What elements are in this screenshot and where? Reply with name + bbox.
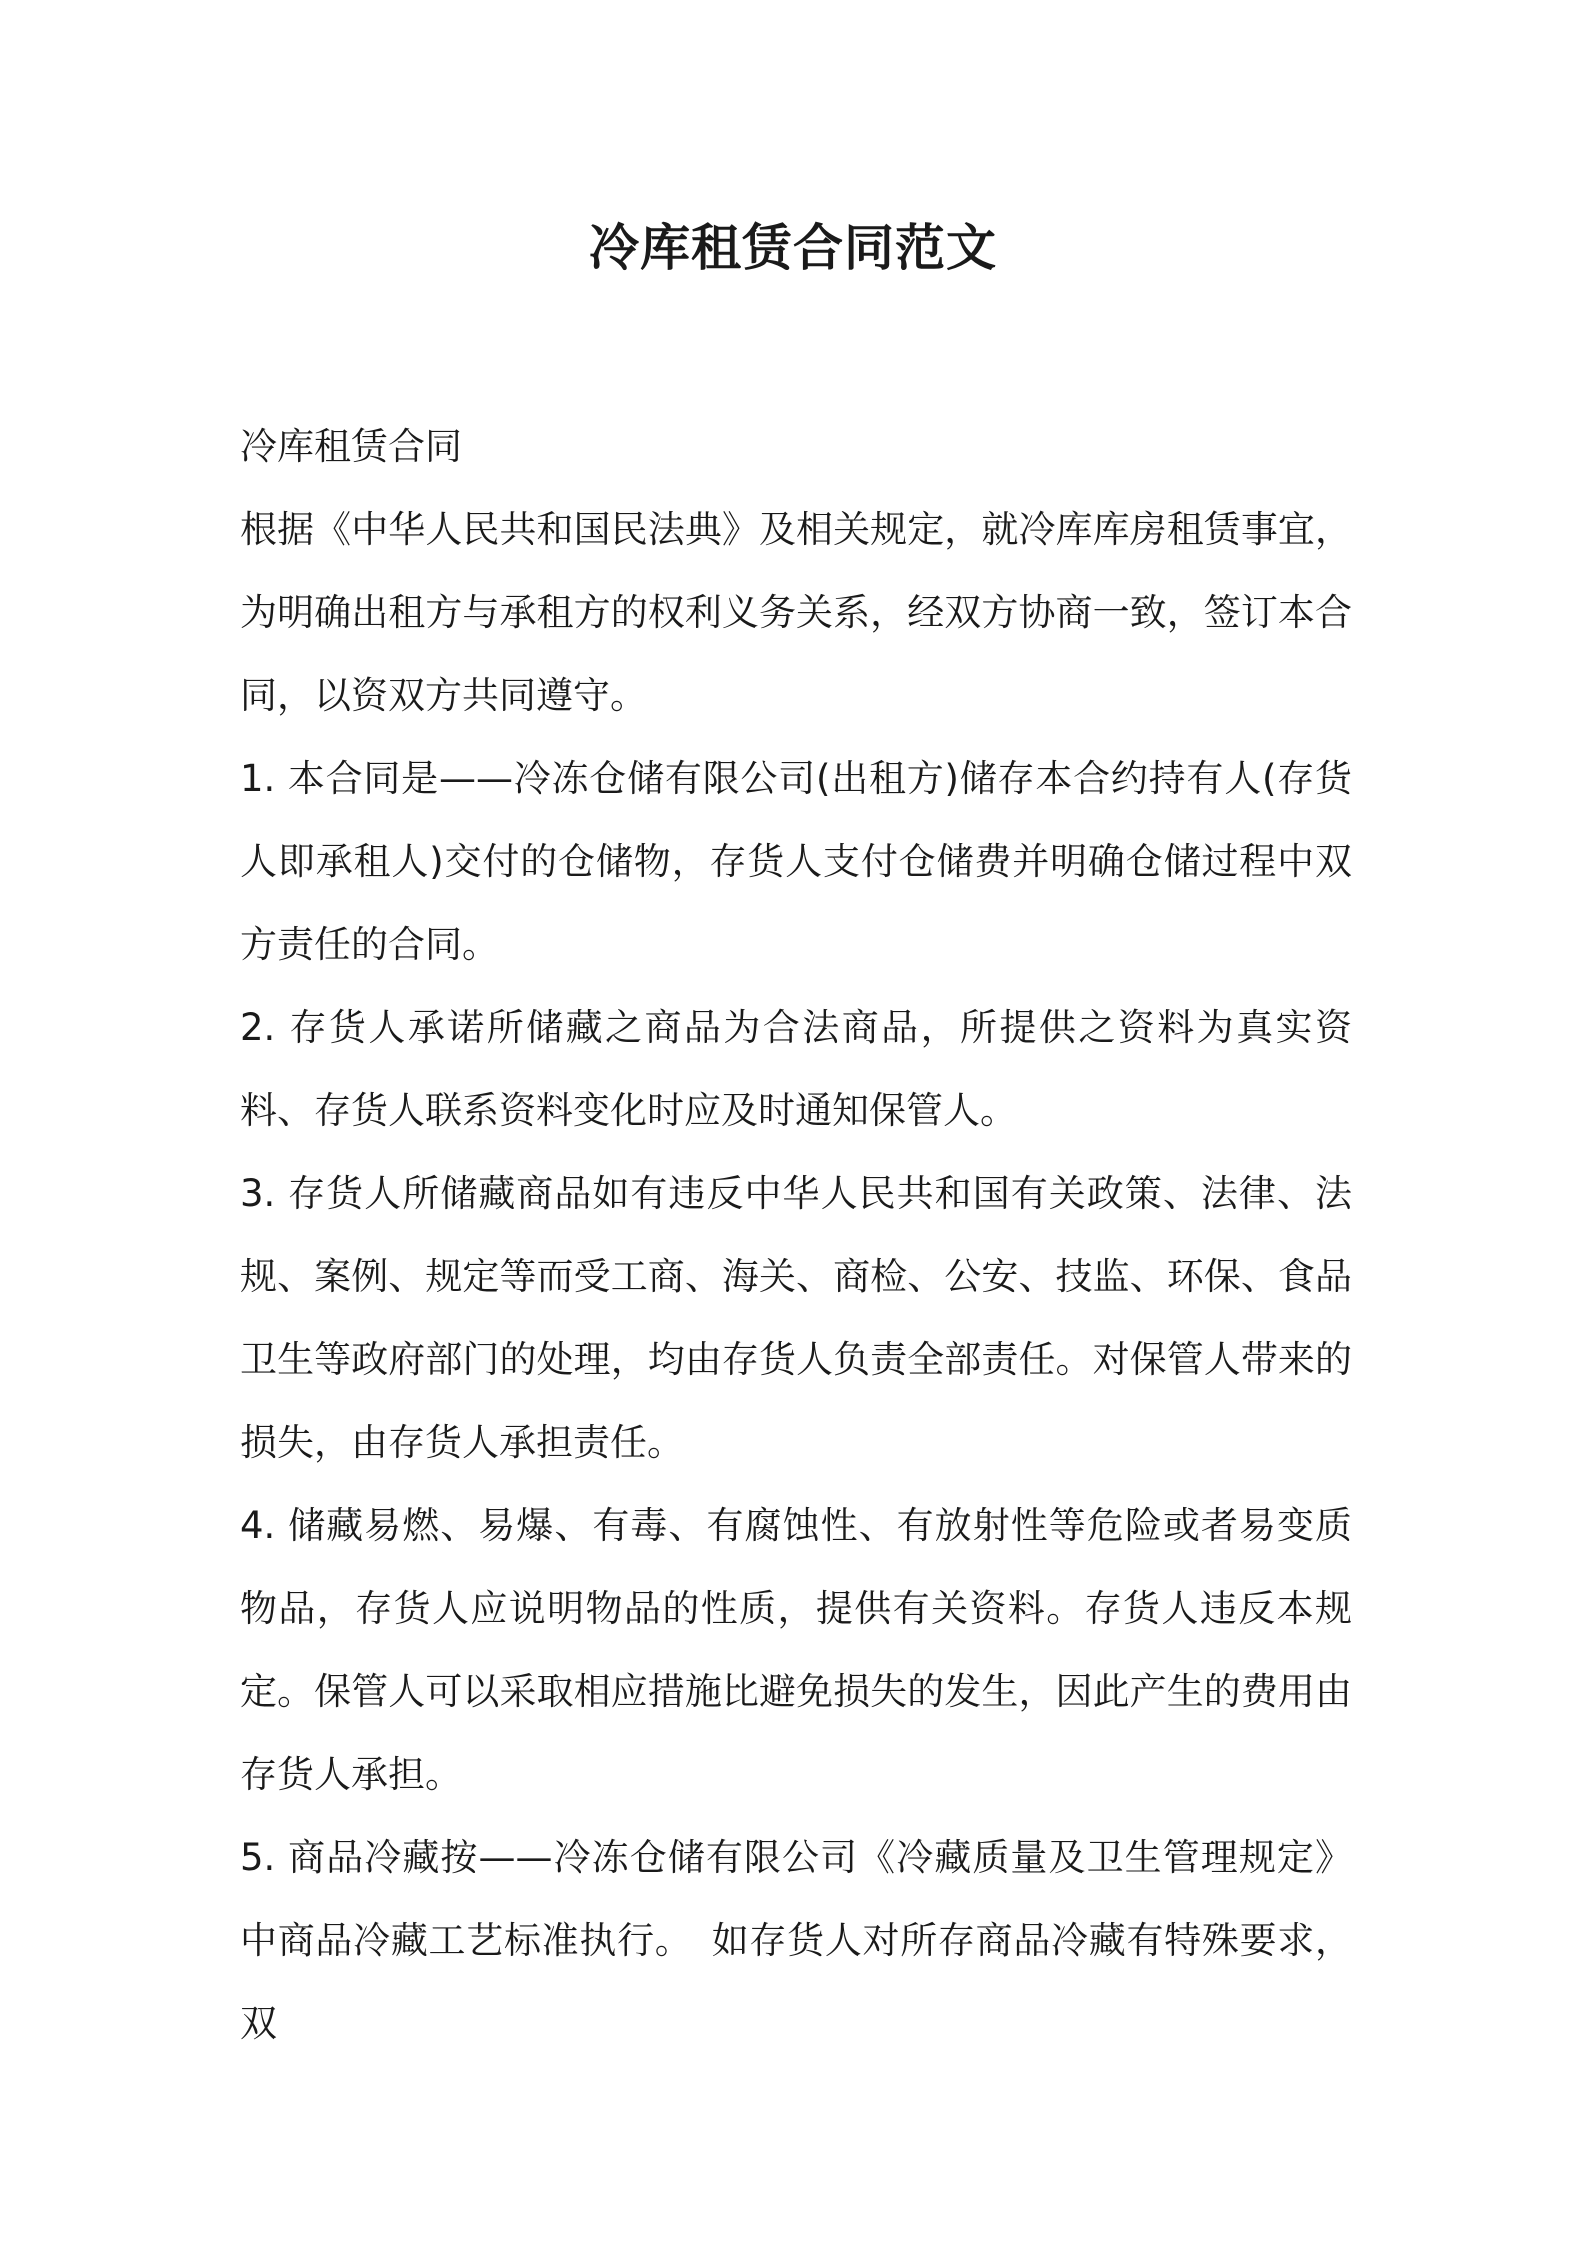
paragraph-preamble: 根据《中华人民共和国民法典》及相关规定，就冷库库房租赁事宜，为明确出租方与承租方的权利义务关系，经双方协商一致，签订本合同，以资双方共同遵守。 — [240, 508, 1352, 717]
paragraph-clause-4: 4. 储藏易燃、易爆、有毒、有腐蚀性、有放射性等危险或者易变质物品，存货人应说明物品的性质，提供有关资料。存货人违反本规定。保管人可以采取相应措施比避免损失的发生，因此产生的费用由存货人承担。 — [240, 1504, 1352, 1796]
contract-subtitle: 冷库租赁合同 — [240, 425, 462, 468]
document-body — [240, 405, 1352, 2065]
paragraph-clause-1: 1. 本合同是——冷冻仓储有限公司(出租方)储存本合约持有人(存货人即承租人)交付的仓储物，存货人支付仓储费并明确仓储过程中双方责任的合同。 — [240, 757, 1352, 966]
paragraph-clause-2: 2. 存货人承诺所储藏之商品为合法商品，所提供之资料为真实资料、存货人联系资料变化时应及时通知保管人。 — [240, 1006, 1352, 1132]
paragraph-clause-5: 5. 商品冷藏按——冷冻仓储有限公司《冷藏质量及卫生管理规定》中商品冷藏工艺标准执行。 如存货人对所存商品冷藏有特殊要求，双 — [240, 1836, 1352, 2045]
page-title: 冷库租赁合同范文 — [589, 219, 997, 277]
paragraph-clause-3: 3. 存货人所储藏商品如有违反中华人民共和国有关政策、法律、法规、案例、规定等而受工商、海关、商检、公安、技监、环保、食品卫生等政府部门的处理，均由存货人负责全部责任。对保管人带来的损失，由存货人承担责任。 — [240, 1172, 1352, 1464]
